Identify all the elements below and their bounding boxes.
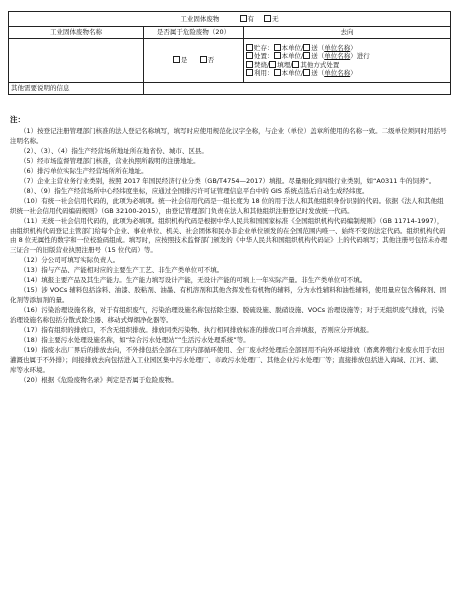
hazardous-yes-checkbox[interactable] [173, 56, 180, 63]
note-item: （6）排污单位实际生产经营场所所在地址。 [20, 166, 148, 175]
separator: / [301, 43, 304, 52]
waste-name-header: 工业固体废物名称 [9, 27, 144, 39]
note-item: （14）填报主要产品及其生产能力。生产能力填写设计产能，无设计产能的可填上一年实际产量。非生产类单位可不填。 [20, 276, 367, 285]
hazardous-yes-label: 是 [180, 56, 188, 64]
hazardous-choice-cell [144, 39, 244, 83]
separator: / [301, 52, 304, 60]
note-item: （12）分公司可填写实际负责人。 [20, 256, 120, 265]
disposal-self-label: 本单位 [281, 52, 301, 60]
other-info-row [9, 83, 451, 95]
notes-heading: 注： [10, 115, 25, 124]
landfill-label: 填埋 [277, 60, 291, 69]
storage-unit-name[interactable]: 单位名称 [324, 43, 351, 52]
bracket-close: ） [350, 43, 357, 52]
registration-form-table [8, 11, 451, 95]
disposal-checkbox[interactable] [246, 52, 253, 59]
note-item: （7）企业主营业务行业类别，按照 2017 年国民经济行业分类（GB/T4754—2017）填报。尽量细化到四级行业类别，如“A0311 牛的饲养”。 [20, 176, 436, 185]
bracket-close-suffix: ）进行 [350, 52, 370, 60]
separator: / [290, 60, 293, 69]
separator: / [267, 60, 270, 69]
other-method-label: 其他方式处置 [300, 60, 340, 69]
utilization-checkbox[interactable] [246, 69, 253, 76]
note-item: （17）指有组织的排放口，不含无组织排放。排放同类污染物、执行相同排放标准的排放口可合并填报，否则应分开填报。 [20, 326, 373, 335]
note-item: （20）根据《危险废物名录》判定是否属于危险废物。 [20, 375, 178, 384]
note-item: （1）按登记注册管理部门核准的法人登记名称填写，填写时应使用规范化汉字全称，与企业（单位）盖章所使用的名称一致。二级单位须同时用括号注明名称。 [10, 127, 447, 145]
other-method-checkbox[interactable] [292, 61, 299, 68]
disposal-unit-name[interactable]: 单位名称 [324, 52, 351, 60]
storage-label: 贮存： [254, 43, 274, 52]
note-item: （5）经市场监督管理部门核准，营业执照所载明的注册地址。 [20, 156, 200, 165]
disposal-label: 处置： [254, 52, 274, 60]
disposal-method-line [246, 61, 448, 70]
storage-checkbox[interactable] [246, 44, 253, 51]
hazardous-no-label: 否 [207, 56, 215, 64]
note-item: （10）有统一社会信用代码的，此项为必填项。统一社会信用代码是一组长度为 18 位的用于法人和其他组织身份识别的代码。依据《法人和其他组织统一社会信用代码编码规则》（GB 32100-2015），由登记管理部门负责在法人和其他组织注册登记时发放统一代码。 [10, 196, 444, 215]
destination-header: 去向 [244, 27, 451, 39]
note-item: （18）指主要污水处理设施名称，如“综合污水处理站”“生活污水处理系统”等。 [20, 336, 250, 345]
storage-self-label: 本单位 [281, 43, 301, 52]
bracket-close: ） [350, 69, 357, 77]
utilization-option-line [246, 69, 448, 78]
has-waste-checkbox[interactable] [240, 15, 247, 22]
has-waste-label: 有 [247, 14, 254, 23]
storage-option-line [246, 44, 448, 53]
solid-waste-header-row [9, 12, 451, 27]
note-item: （16）污染治理设施名称，对于有组织废气，污染治理设施名称包括除尘器、脱硫设施、脱硝设施、VOCs 治理设施等；对于无组织废气排放，污染治理设施名称包括分散式除尘器、移动式焊烟净化器等。 [10, 306, 445, 325]
waste-entry-row [9, 39, 451, 83]
waste-name-input-cell[interactable] [9, 39, 144, 83]
other-info-input-cell[interactable] [144, 83, 451, 95]
utilization-self-label: 本单位 [281, 69, 301, 77]
no-waste-label: 无 [272, 14, 279, 23]
separator: / [301, 69, 304, 77]
disposal-self-checkbox[interactable] [274, 52, 281, 59]
utilization-unit-name[interactable]: 单位名称 [324, 69, 351, 77]
bracket-open: （ [317, 69, 325, 77]
note-item: （13）指与产品、产能相对应的主要生产工艺、非生产类单位可不填。 [20, 266, 224, 275]
note-item: （2）、（3）、（4）指生产经营场所地址所在地省份、城市、区县。 [20, 146, 208, 155]
utilization-send-label: 送 [311, 69, 318, 77]
destination-options-cell [244, 39, 451, 83]
utilization-self-checkbox[interactable] [274, 69, 281, 76]
note-item: （19）指废水出厂界后的排放去向，不外排包括全部在工序内部循环使用、全厂废水经处理后全部回用不向外环境排放（畜禽养殖行业废水用于农田灌溉也属于不外排）；间接排放去向包括进入工业园区集中污水处理厂、市政污水处理厂、其他企业污水处理厂等；直接排放包括进入海域、江河、湖、库等水环境。 [10, 345, 445, 374]
incineration-checkbox[interactable] [246, 61, 253, 68]
no-waste-checkbox[interactable] [264, 15, 271, 22]
incineration-label: 焚烧 [254, 60, 267, 69]
notes-section [10, 114, 448, 386]
storage-send-checkbox[interactable] [303, 44, 310, 51]
bracket-open: （ [317, 43, 325, 52]
disposal-send-checkbox[interactable] [303, 52, 310, 59]
hazardous-no-checkbox[interactable] [200, 56, 207, 63]
other-info-label: 其他需要说明的信息 [9, 83, 144, 95]
solid-waste-header-cell [9, 12, 451, 27]
disposal-option-line [246, 52, 448, 61]
note-item: （8）、（9）指生产经营场所中心经纬度坐标，应通过全国排污许可证管理信息平台中的 GIS 系统点选后自动生成经纬度。 [20, 186, 369, 195]
utilization-send-checkbox[interactable] [303, 69, 310, 76]
note-item: （15）涉 VOCs 辅料包括涂料、油漆、胶粘剂、油墨、有机溶剂和其他含挥发性有机物的辅料，分为水性辅料和油性辅料，使用量应包含稀释剂、固化剂等添加剂的量。 [10, 286, 447, 305]
landfill-checkbox[interactable] [269, 61, 276, 68]
storage-send-label: 送 [311, 43, 318, 52]
storage-self-checkbox[interactable] [274, 44, 281, 51]
bracket-open: （ [317, 52, 325, 60]
hazardous-header: 是否属于危险废物（20） [144, 27, 244, 39]
disposal-send-label: 送 [311, 52, 318, 60]
column-header-row [9, 27, 451, 39]
utilization-label: 利用： [254, 69, 274, 77]
note-item: （11）无统一社会信用代码的，此项为必填项。组织机构代码是根据中华人民共和国国家标准《全国组织机构代码编制规则》（GB 11714-1997），由组织机构代码登记主管部门给每个企业、事业单位、机关、社会团体和民办非企业单位颁发的在全国范围内唯一、始终不变的法定代码。组织机构代码由 8 位无属性的数字和一位校验码组成。填写时，应按照技术监督部门颁发的《中华人民共和国组织机构代码证》上的代码填写；其他注册号包括未办理三证合一的旧版营业执照注册号（15 位代码）等。 [10, 216, 448, 255]
solid-waste-label: 工业固体废物 [180, 14, 220, 23]
